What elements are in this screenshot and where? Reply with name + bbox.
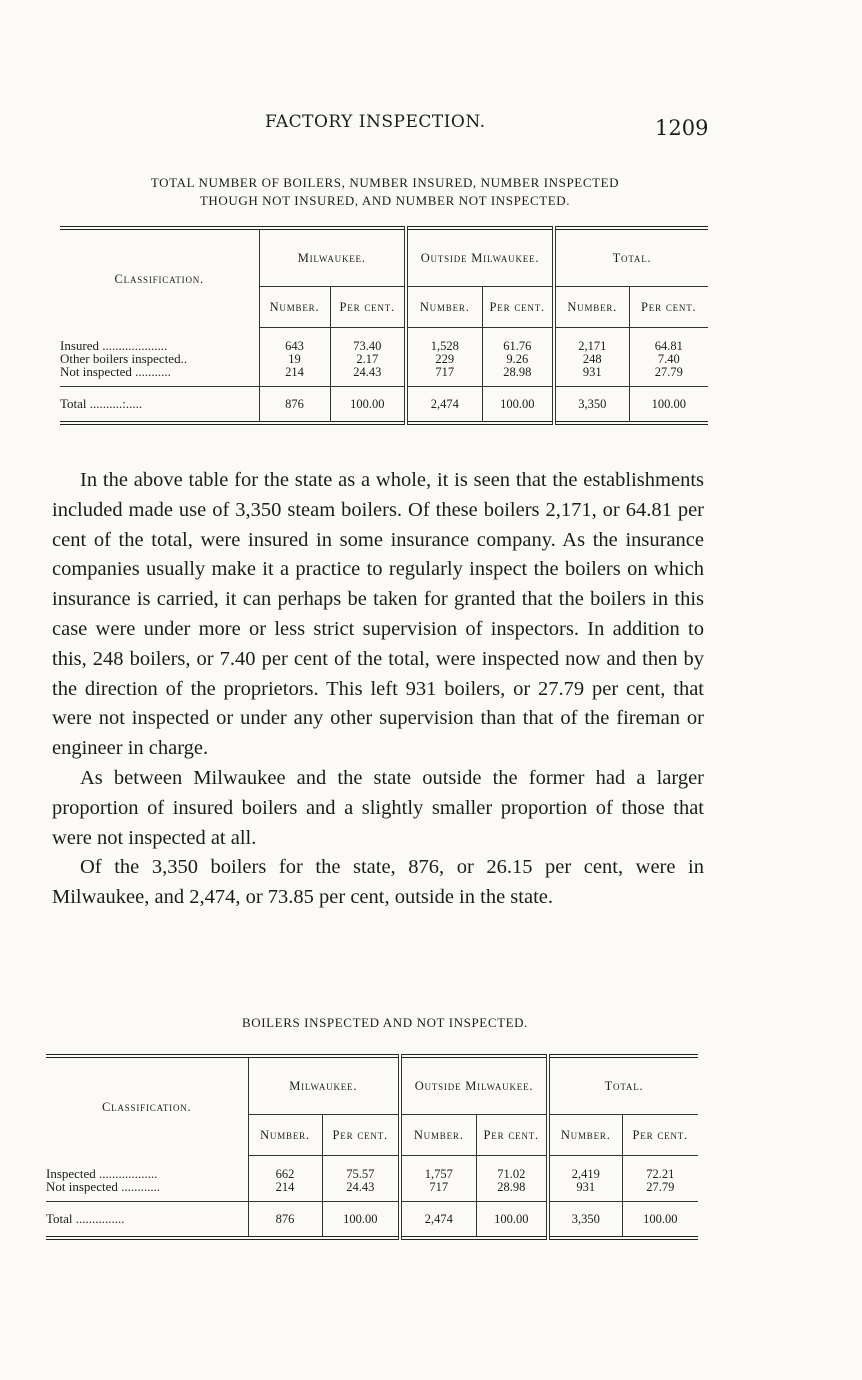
cell-value: 71.02 (476, 1156, 548, 1181)
cell-value: 229 (406, 352, 482, 365)
group-header-total: Total. (548, 1056, 698, 1115)
cell-value: 1,528 (406, 328, 482, 353)
total-value: 2,474 (406, 387, 482, 424)
cell-value: 27.79 (629, 365, 708, 387)
paragraph: As between Milwaukee and the state outside the former had a larger proportion of insured boilers and a slightly smaller proportion of those that were not inspected at all. (52, 766, 704, 849)
total-value: 876 (259, 387, 330, 424)
cell-value: 9.26 (482, 352, 554, 365)
cell-value: 72.21 (622, 1156, 698, 1181)
subheader-number: Number. (259, 287, 330, 328)
total-row (60, 387, 708, 424)
cell-value: 27.79 (622, 1180, 698, 1202)
group-header-total: Total. (554, 228, 708, 287)
cell-value: 931 (554, 365, 629, 387)
classification-header: Classification. (60, 228, 259, 328)
total-row (46, 1202, 698, 1239)
total-value: 2,474 (400, 1202, 476, 1239)
running-title: FACTORY INSPECTION. (265, 112, 486, 132)
running-header (0, 112, 862, 140)
group-header-outside-milwaukee: Outside Milwaukee. (400, 1056, 548, 1115)
cell-value: 2.17 (330, 352, 406, 365)
subheader-number: Number. (548, 1115, 622, 1156)
cell-value: 73.40 (330, 328, 406, 353)
cell-value: 717 (400, 1180, 476, 1202)
cell-value: 19 (259, 352, 330, 365)
cell-value: 24.43 (330, 365, 406, 387)
subheader-number: Number. (400, 1115, 476, 1156)
body-text (52, 466, 704, 913)
table1-caption-line2: THOUGH NOT INSURED, AND NUMBER NOT INSPECTED. (199, 193, 571, 208)
row-label: Not inspected ........... (60, 364, 171, 379)
cell-value: 64.81 (629, 328, 708, 353)
boilers-insured-table (60, 226, 708, 425)
table-row (60, 365, 708, 387)
subheader-number: Number. (248, 1115, 322, 1156)
total-value: 100.00 (330, 387, 406, 424)
table1-caption (40, 174, 730, 210)
cell-value: 75.57 (322, 1156, 400, 1181)
row-label: Insured .................... (60, 337, 168, 353)
group-header-outside-milwaukee: Outside Milwaukee. (406, 228, 554, 287)
total-value: 876 (248, 1202, 322, 1239)
cell-value: 248 (554, 352, 629, 365)
table-row (46, 1156, 698, 1181)
group-header-milwaukee: Milwaukee. (248, 1056, 400, 1115)
subheader-percent: Per cent. (629, 287, 708, 328)
cell-value: 214 (259, 365, 330, 387)
subheader-percent: Per cent. (476, 1115, 548, 1156)
cell-value: 931 (548, 1180, 622, 1202)
total-value: 100.00 (622, 1202, 698, 1239)
total-value: 100.00 (482, 387, 554, 424)
subheader-percent: Per cent. (482, 287, 554, 328)
page-number: 1209 (655, 116, 709, 140)
subheader-percent: Per cent. (330, 287, 406, 328)
cell-value: 61.76 (482, 328, 554, 353)
row-label: Inspected .................. (46, 1165, 158, 1181)
total-value: 100.00 (629, 387, 708, 424)
subheader-percent: Per cent. (622, 1115, 698, 1156)
cell-value: 717 (406, 365, 482, 387)
table2-caption: BOILERS INSPECTED AND NOT INSPECTED. (241, 1015, 529, 1030)
row-label: Other boilers inspected.. (60, 351, 188, 366)
total-label: Total ..........:..... (60, 387, 259, 424)
paragraph: In the above table for the state as a whole, it is seen that the establishments included made use of 3,350 steam boilers. Of these boilers 2,171, or 64.81 per cent of the total, were insured in some insurance company. As the insurance companies usually make it a practice to regularly inspect the boilers on which insurance is carried, it can perhaps be taken for granted that the boilers in this case were under more or less strict supervision of inspectors. In addition to this, 248 boilers, or 7.40 per cent of the total, were inspected now and then by the direction of the proprietors. This left 931 boilers, or 27.79 per cent, that were not inspected or under any other supervision than that of the fireman or engineer in charge. (52, 469, 704, 760)
cell-value: 7.40 (629, 352, 708, 365)
total-value: 100.00 (476, 1202, 548, 1239)
cell-value: 643 (259, 328, 330, 353)
cell-value: 2,171 (554, 328, 629, 353)
cell-value: 2,419 (548, 1156, 622, 1181)
total-label: Total ............... (46, 1202, 248, 1239)
group-header-milwaukee: Milwaukee. (259, 228, 406, 287)
cell-value: 1,757 (400, 1156, 476, 1181)
cell-value: 214 (248, 1180, 322, 1202)
total-value: 3,350 (554, 387, 629, 424)
subheader-number: Number. (406, 287, 482, 328)
total-value: 3,350 (548, 1202, 622, 1239)
table1-caption-line1: TOTAL NUMBER OF BOILERS, NUMBER INSURED, NUMBER INSPECTED (150, 175, 620, 190)
table-row (60, 328, 708, 353)
subheader-percent: Per cent. (322, 1115, 400, 1156)
cell-value: 28.98 (476, 1180, 548, 1202)
boilers-inspected-table (46, 1054, 698, 1240)
table-row (46, 1180, 698, 1202)
row-label: Not inspected ............ (46, 1179, 161, 1194)
classification-header: Classification. (46, 1056, 248, 1156)
cell-value: 28.98 (482, 365, 554, 387)
total-value: 100.00 (322, 1202, 400, 1239)
subheader-number: Number. (554, 287, 629, 328)
cell-value: 24.43 (322, 1180, 400, 1202)
paragraph: Of the 3,350 boilers for the state, 876, or 26.15 per cent, were in Milwaukee, and 2,474, or 73.85 per cent, outside in the state. (52, 856, 704, 909)
cell-value: 662 (248, 1156, 322, 1181)
